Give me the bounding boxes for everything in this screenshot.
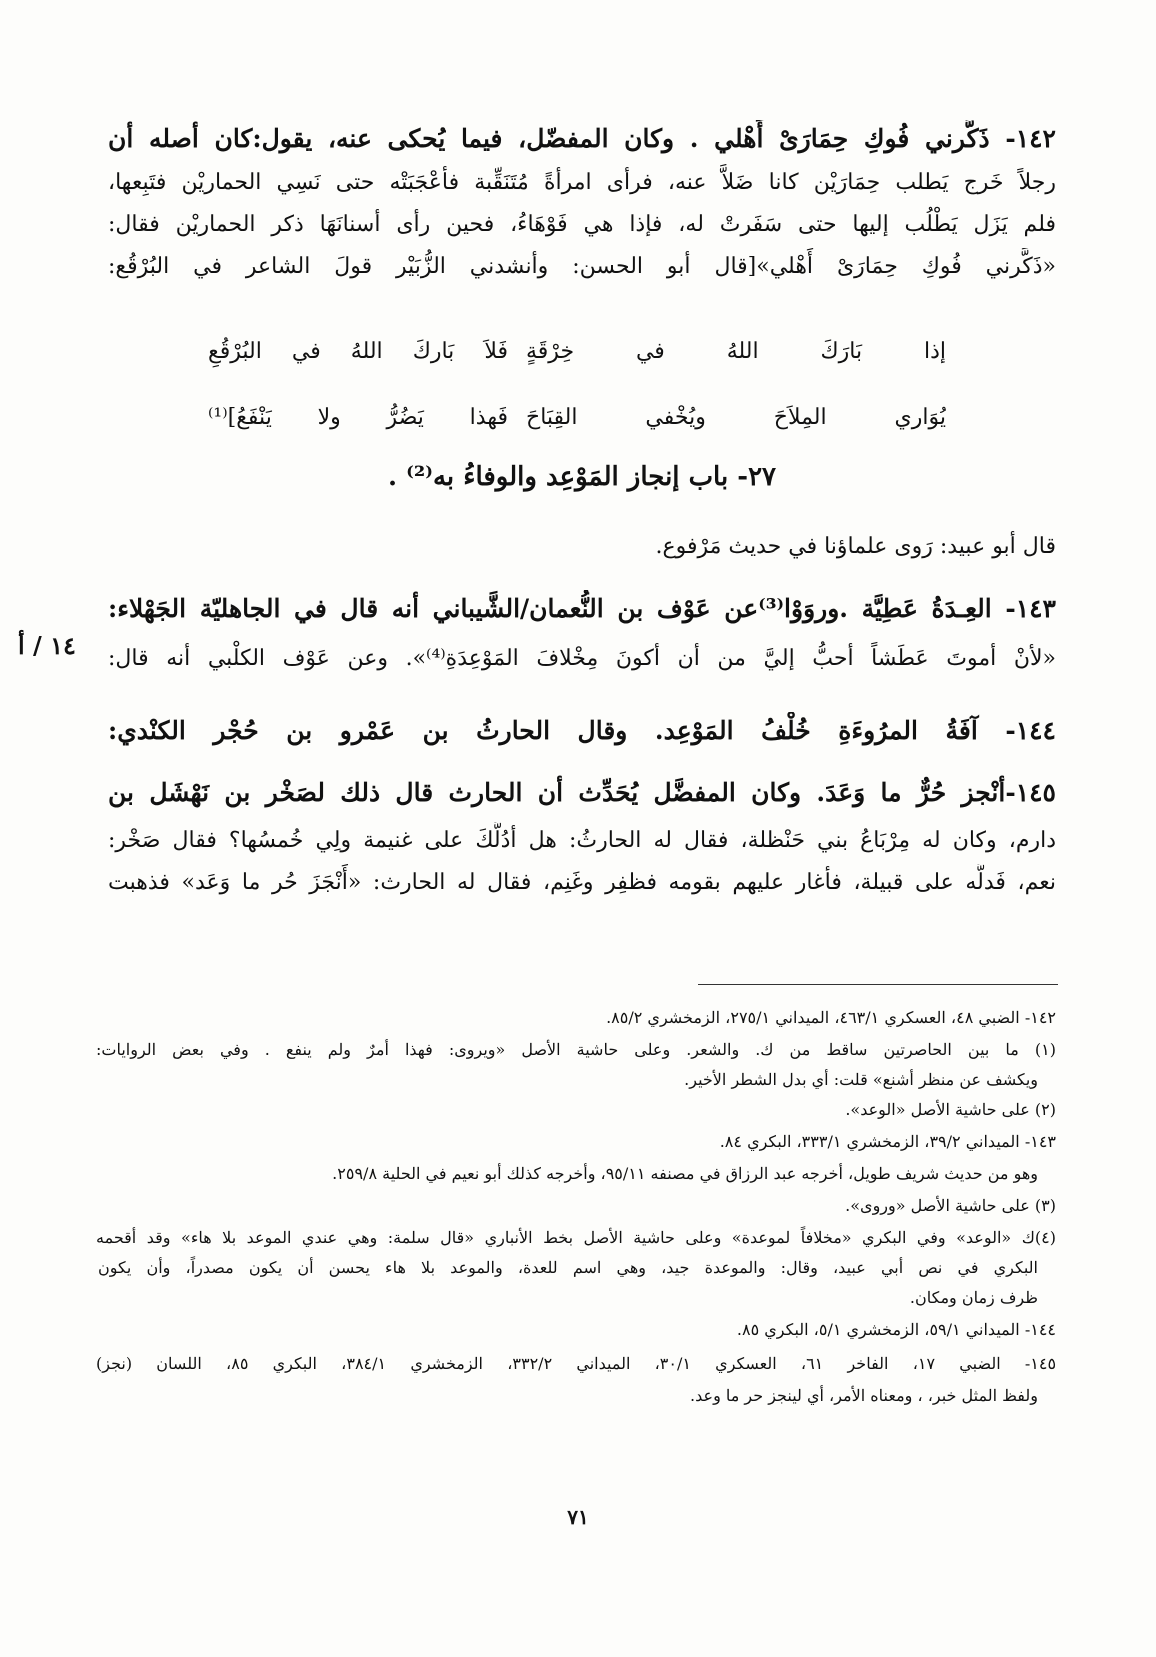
chapter-title: ٢٧- باب إنجاز المَوْعِد والوفاءُ به⁽²⁾ . <box>388 462 776 492</box>
footnote-143-sources: ١٤٣- الميداني ٣٩/٢، الزمخشري ٣٣٣/١، البكري ٨٤. <box>719 1132 1056 1151</box>
proverb-143-line: ١٤٣- العِـدَةُ عَطِيَّة .وروَوْا⁽³⁾عن عَوْف بن النُّعمان/الشَّيباني أنه قال في الجاهليّة الجَهْلاء: <box>108 594 1056 623</box>
footnote-145-sources: ١٤٥- الضبي ١٧، الفاخر ٦١، العسكري ٣٠/١، الميداني ٣٣٢/٢، الزمخشري ٣٨٤/١، البكري ٨٥، اللسان (نجز) <box>96 1354 1056 1373</box>
page-number: ٧١ <box>567 1505 589 1529</box>
footnote-4-cont: البكري في نص أبي عبيد، وقال: والموعدة جيد، وهي اسم للعدة، والموعد بلا هاء يحسن أن يكون مصدراً، وأن يكون <box>98 1258 1038 1277</box>
proverb-142-line: ١٤٢- ذَكَّرني فُوكِ حِمَارَىْ أَهْلي . وكان المفضّل، فيما يُحكى عنه، يقول:كان أصله أن <box>108 124 1056 153</box>
footnote-1-cont: ويكشف عن منظر أشنع» قلت: أي بدل الشطر الأخير. <box>684 1070 1038 1089</box>
body-line: رجلاً خَرج يَطلب حِمَارَيْن كانا ضَلاَّ عنه، فرأى امرأةً مُتَنَقِّبة فأعْجَبَتْه حتى نَسِي الحماريْن فتَبِعها، <box>108 170 1056 195</box>
body-line: فلم يَزَل يَطْلُب إليها حتى سَفَرتْ له، فإذا هي فَوْهَاءُ، فحين رأى أسنانَهَا ذكر الحماريْن فقال: <box>108 212 1056 237</box>
footnote-144-sources: ١٤٤- الميداني ٥٩/١، الزمخشري ٥/١، البكري ٨٥. <box>736 1320 1056 1339</box>
body-line: قال أبو عبيد: رَوى علماؤنا في حديث مَرْفوع. <box>655 534 1056 559</box>
verse-2-second-hemistich: فَهذا يَضُرُّ ولا يَنْفَعُ]⁽¹⁾ <box>208 405 508 430</box>
verse-1-second-hemistich: فَلاَ بَاركَ اللهُ في البُرْقُعِ <box>208 339 508 364</box>
footnote-143-note: وهو من حديث شريف طويل، أخرجه عبد الرزاق في مصنفه ٩٥/١١، وأخرجه كذلك أبو نعيم في الحلية ٢٥٩/٨. <box>332 1164 1038 1183</box>
manuscript-folio-marker: ١٤ / أ <box>18 631 76 660</box>
footnote-2: (٢) على حاشية الأصل «الوعد». <box>845 1100 1056 1119</box>
verse-2-first-hemistich: يُوَاري المِلاَحَ ويُخْفي القِبَاحَ <box>526 405 946 430</box>
body-line: نعم، فَدلَّه على قبيلة، فأغار عليهم بقومه فظفِر وغَنِم، فقال له الحارث: «أَنْجَزَ حُر ما وَعَد» فذهبت <box>108 870 1056 895</box>
body-line: «ذَكَّرني فُوكِ حِمَارَىْ أَهْلي»[قال أبو الحسن: وأنشدني الزُّبَيْر قولَ الشاعر في البُرْقُع: <box>108 254 1056 279</box>
proverb-145-line: ١٤٥-أنْجز حُرٌّ ما وَعَدَ. وكان المفضَّل يُحَدِّث أن الحارث قال ذلك لصَخْر بن نَهْشَل بن <box>108 778 1056 807</box>
proverb-144-line: ١٤٤- آفَةُ المرُوءَةِ خُلْفُ المَوْعِد. وقال الحارثُ بن عَمْرو بن حُجْر الكنْدي: <box>108 716 1056 745</box>
footnote-142-sources: ١٤٢- الضبي ٤٨، العسكري ٤٦٣/١، الميداني ٢٧٥/١، الزمخشري ٨٥/٢. <box>606 1008 1056 1027</box>
verse-1-first-hemistich: إذا بَارَكَ اللهُ في خِرْقَةٍ <box>526 339 946 364</box>
footnote-4: (٤)ك «الوعد» وفي البكري «مخلافاً لموعدة» وعلى حاشية الأصل بخط الأنباري «قال سلمة: وهي عندي الموعد بلا هاء» وقد أقحمه <box>96 1228 1056 1247</box>
footnote-145-note: ولفظ المثل خبر، ، ومعناه الأمر، أي لينجز حر ما وعد. <box>690 1386 1038 1405</box>
footnote-3: (٣) على حاشية الأصل «وروى». <box>845 1196 1056 1215</box>
footnote-divider <box>698 984 1058 985</box>
footnote-4-cont: ظرف زمان ومكان. <box>909 1288 1038 1307</box>
body-line: دارم، وكان له مِرْبَاعُ بني حَنْظلة، فقال له الحارثُ: هل أدُلُّكَ على غنيمة ولِي خُمسُها؟ فقال صَخْر: <box>108 828 1056 853</box>
body-line: «لأنْ أموتَ عَطَشاً أحبُّ إليَّ من أن أكونَ مِخْلافَ المَوْعِدَةِ⁽⁴⁾». وعن عَوْف الكلْبي أنه قال: <box>108 646 1056 671</box>
footnote-1: (١) ما بين الحاصرتين ساقط من ك. والشعر. وعلى حاشية الأصل «ويروى: فهذا أمرٌ ولم ينفع . وفي بعض الروايات: <box>96 1040 1056 1059</box>
